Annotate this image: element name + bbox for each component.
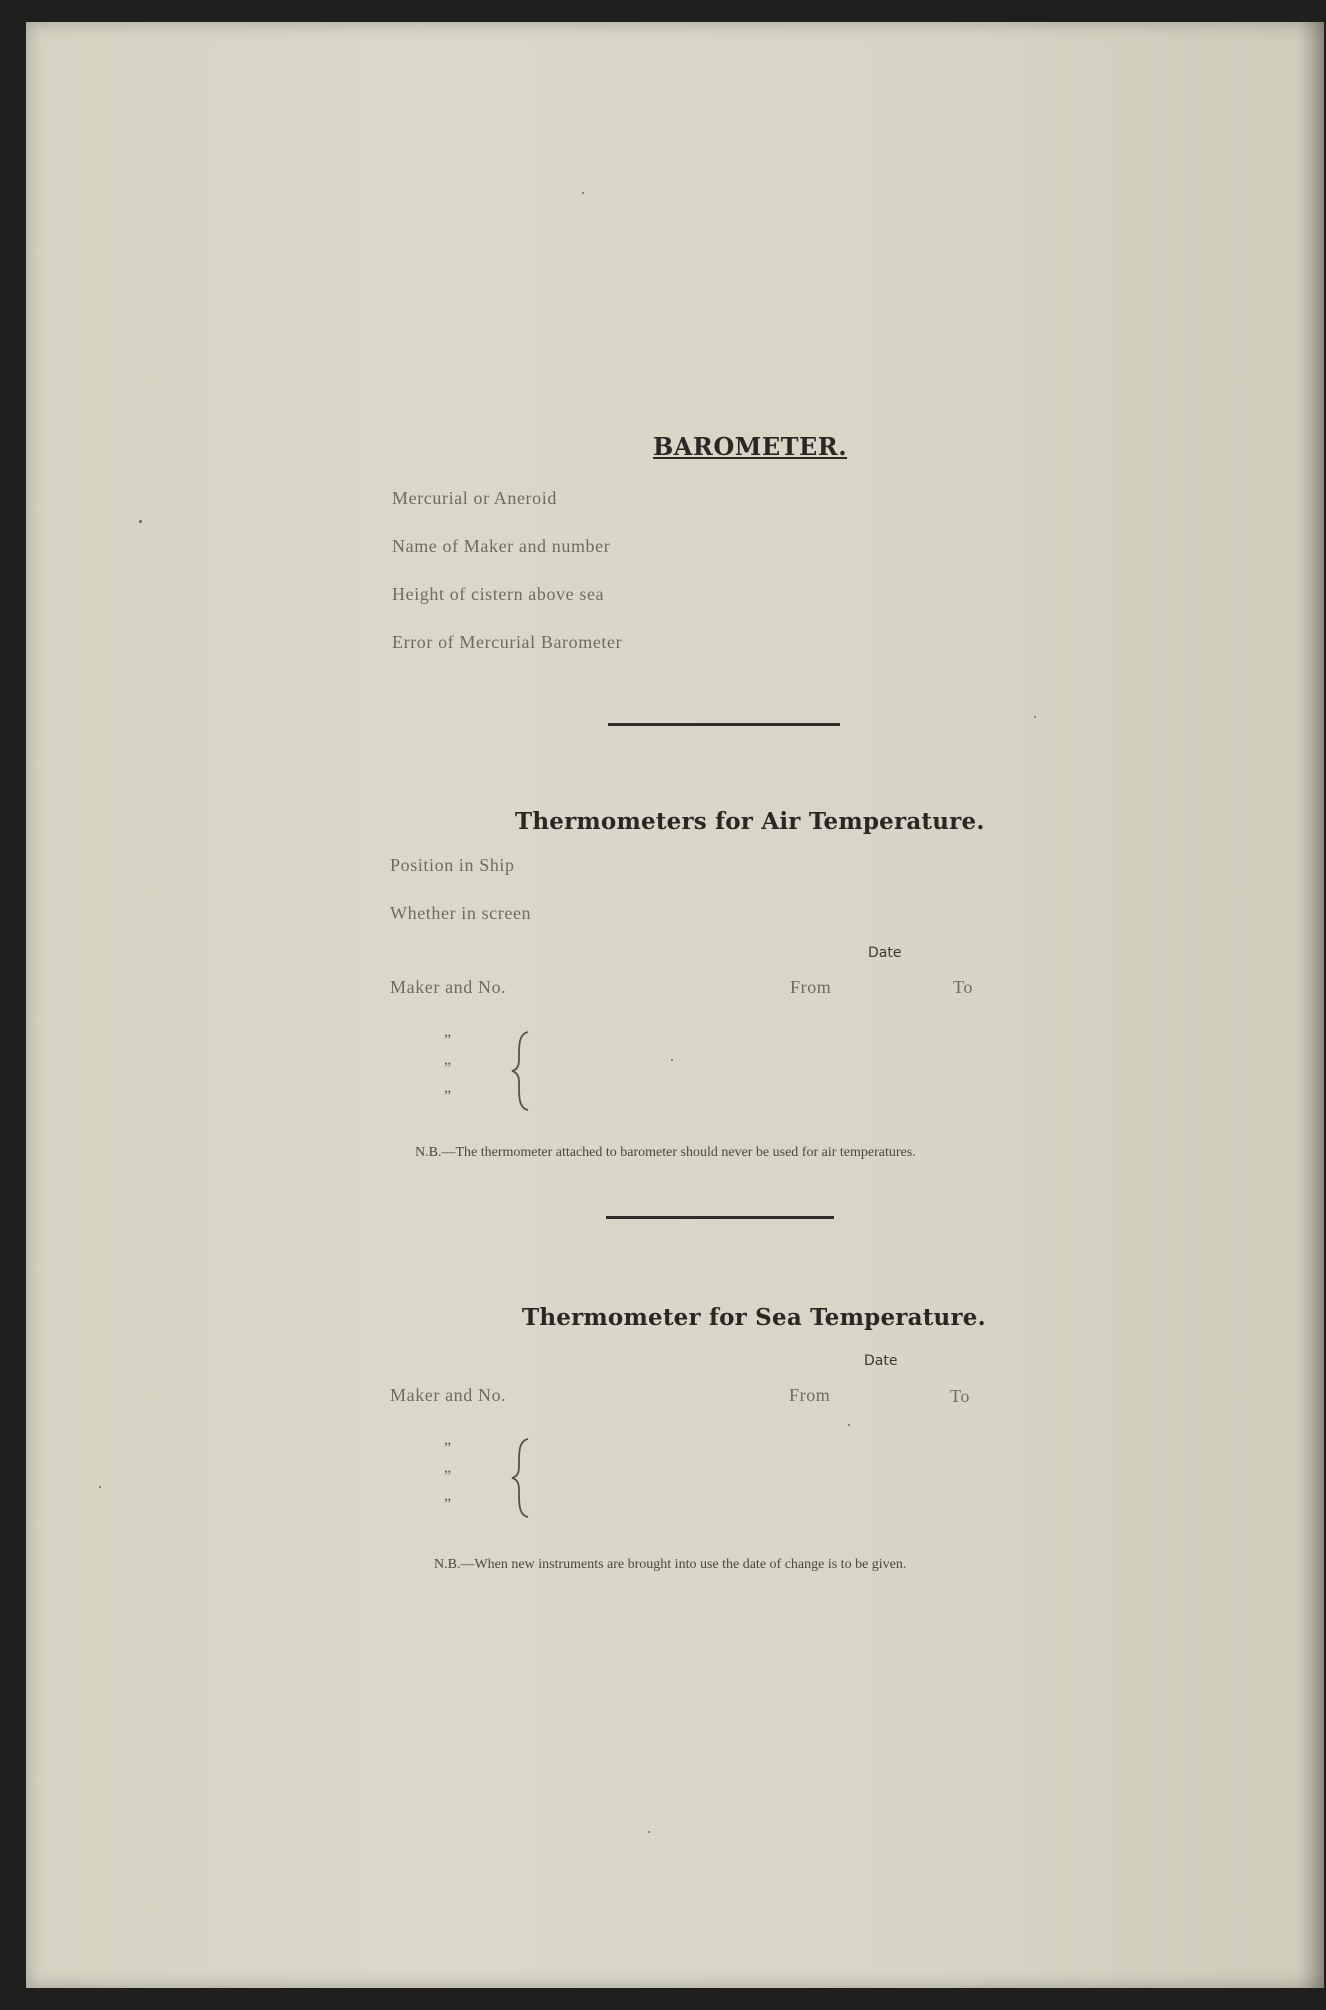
air-ditto-3: ” [444, 1088, 452, 1105]
barometer-field-maker: Name of Maker and number [392, 536, 611, 556]
air-from-label: From [790, 977, 832, 997]
page-edge-shadow [1298, 22, 1324, 1988]
air-ditto-2: ” [444, 1060, 452, 1077]
paper-speck [139, 520, 142, 523]
form-page [26, 22, 1324, 1988]
air-date-label: Date [868, 945, 902, 961]
paper-speck [848, 1424, 850, 1426]
sea-ditto-2: ” [444, 1468, 452, 1485]
sea-from-label: From [789, 1385, 831, 1405]
air-to-label: To [953, 977, 973, 997]
barometer-field-type: Mercurial or Aneroid [392, 488, 557, 508]
paper-speck [671, 1059, 673, 1061]
section-divider-2 [606, 1216, 834, 1219]
sea-to-label: To [950, 1386, 970, 1406]
sea-thermometer-heading: Thermometer for Sea Temperature. [522, 1304, 986, 1331]
air-position-label: Position in Ship [390, 855, 515, 875]
sea-brace-icon [510, 1437, 532, 1519]
paper-speck [648, 1831, 650, 1833]
sea-ditto-3: ” [444, 1496, 452, 1513]
sea-ditto-1: ” [444, 1440, 452, 1457]
air-maker-label: Maker and No. [390, 977, 507, 997]
sea-note: N.B.—When new instruments are brought into use the date of change is to be given. [434, 1557, 907, 1572]
paper-speck [582, 192, 584, 194]
barometer-field-height: Height of cistern above sea [392, 584, 605, 604]
section-divider-1 [608, 723, 840, 726]
air-ditto-1: ” [444, 1032, 452, 1049]
barometer-heading: BAROMETER. [653, 432, 848, 461]
barometer-field-error: Error of Mercurial Barometer [392, 632, 623, 652]
paper-speck [99, 1486, 101, 1488]
sea-maker-label: Maker and No. [390, 1385, 507, 1405]
air-screen-label: Whether in screen [390, 903, 532, 923]
air-brace-icon [510, 1030, 532, 1112]
sea-date-label: Date [864, 1353, 898, 1369]
air-note: N.B.—The thermometer attached to barometer should never be used for air temperatures. [415, 1145, 916, 1160]
air-thermometers-heading: Thermometers for Air Temperature. [515, 808, 985, 835]
paper-speck [1034, 716, 1036, 718]
